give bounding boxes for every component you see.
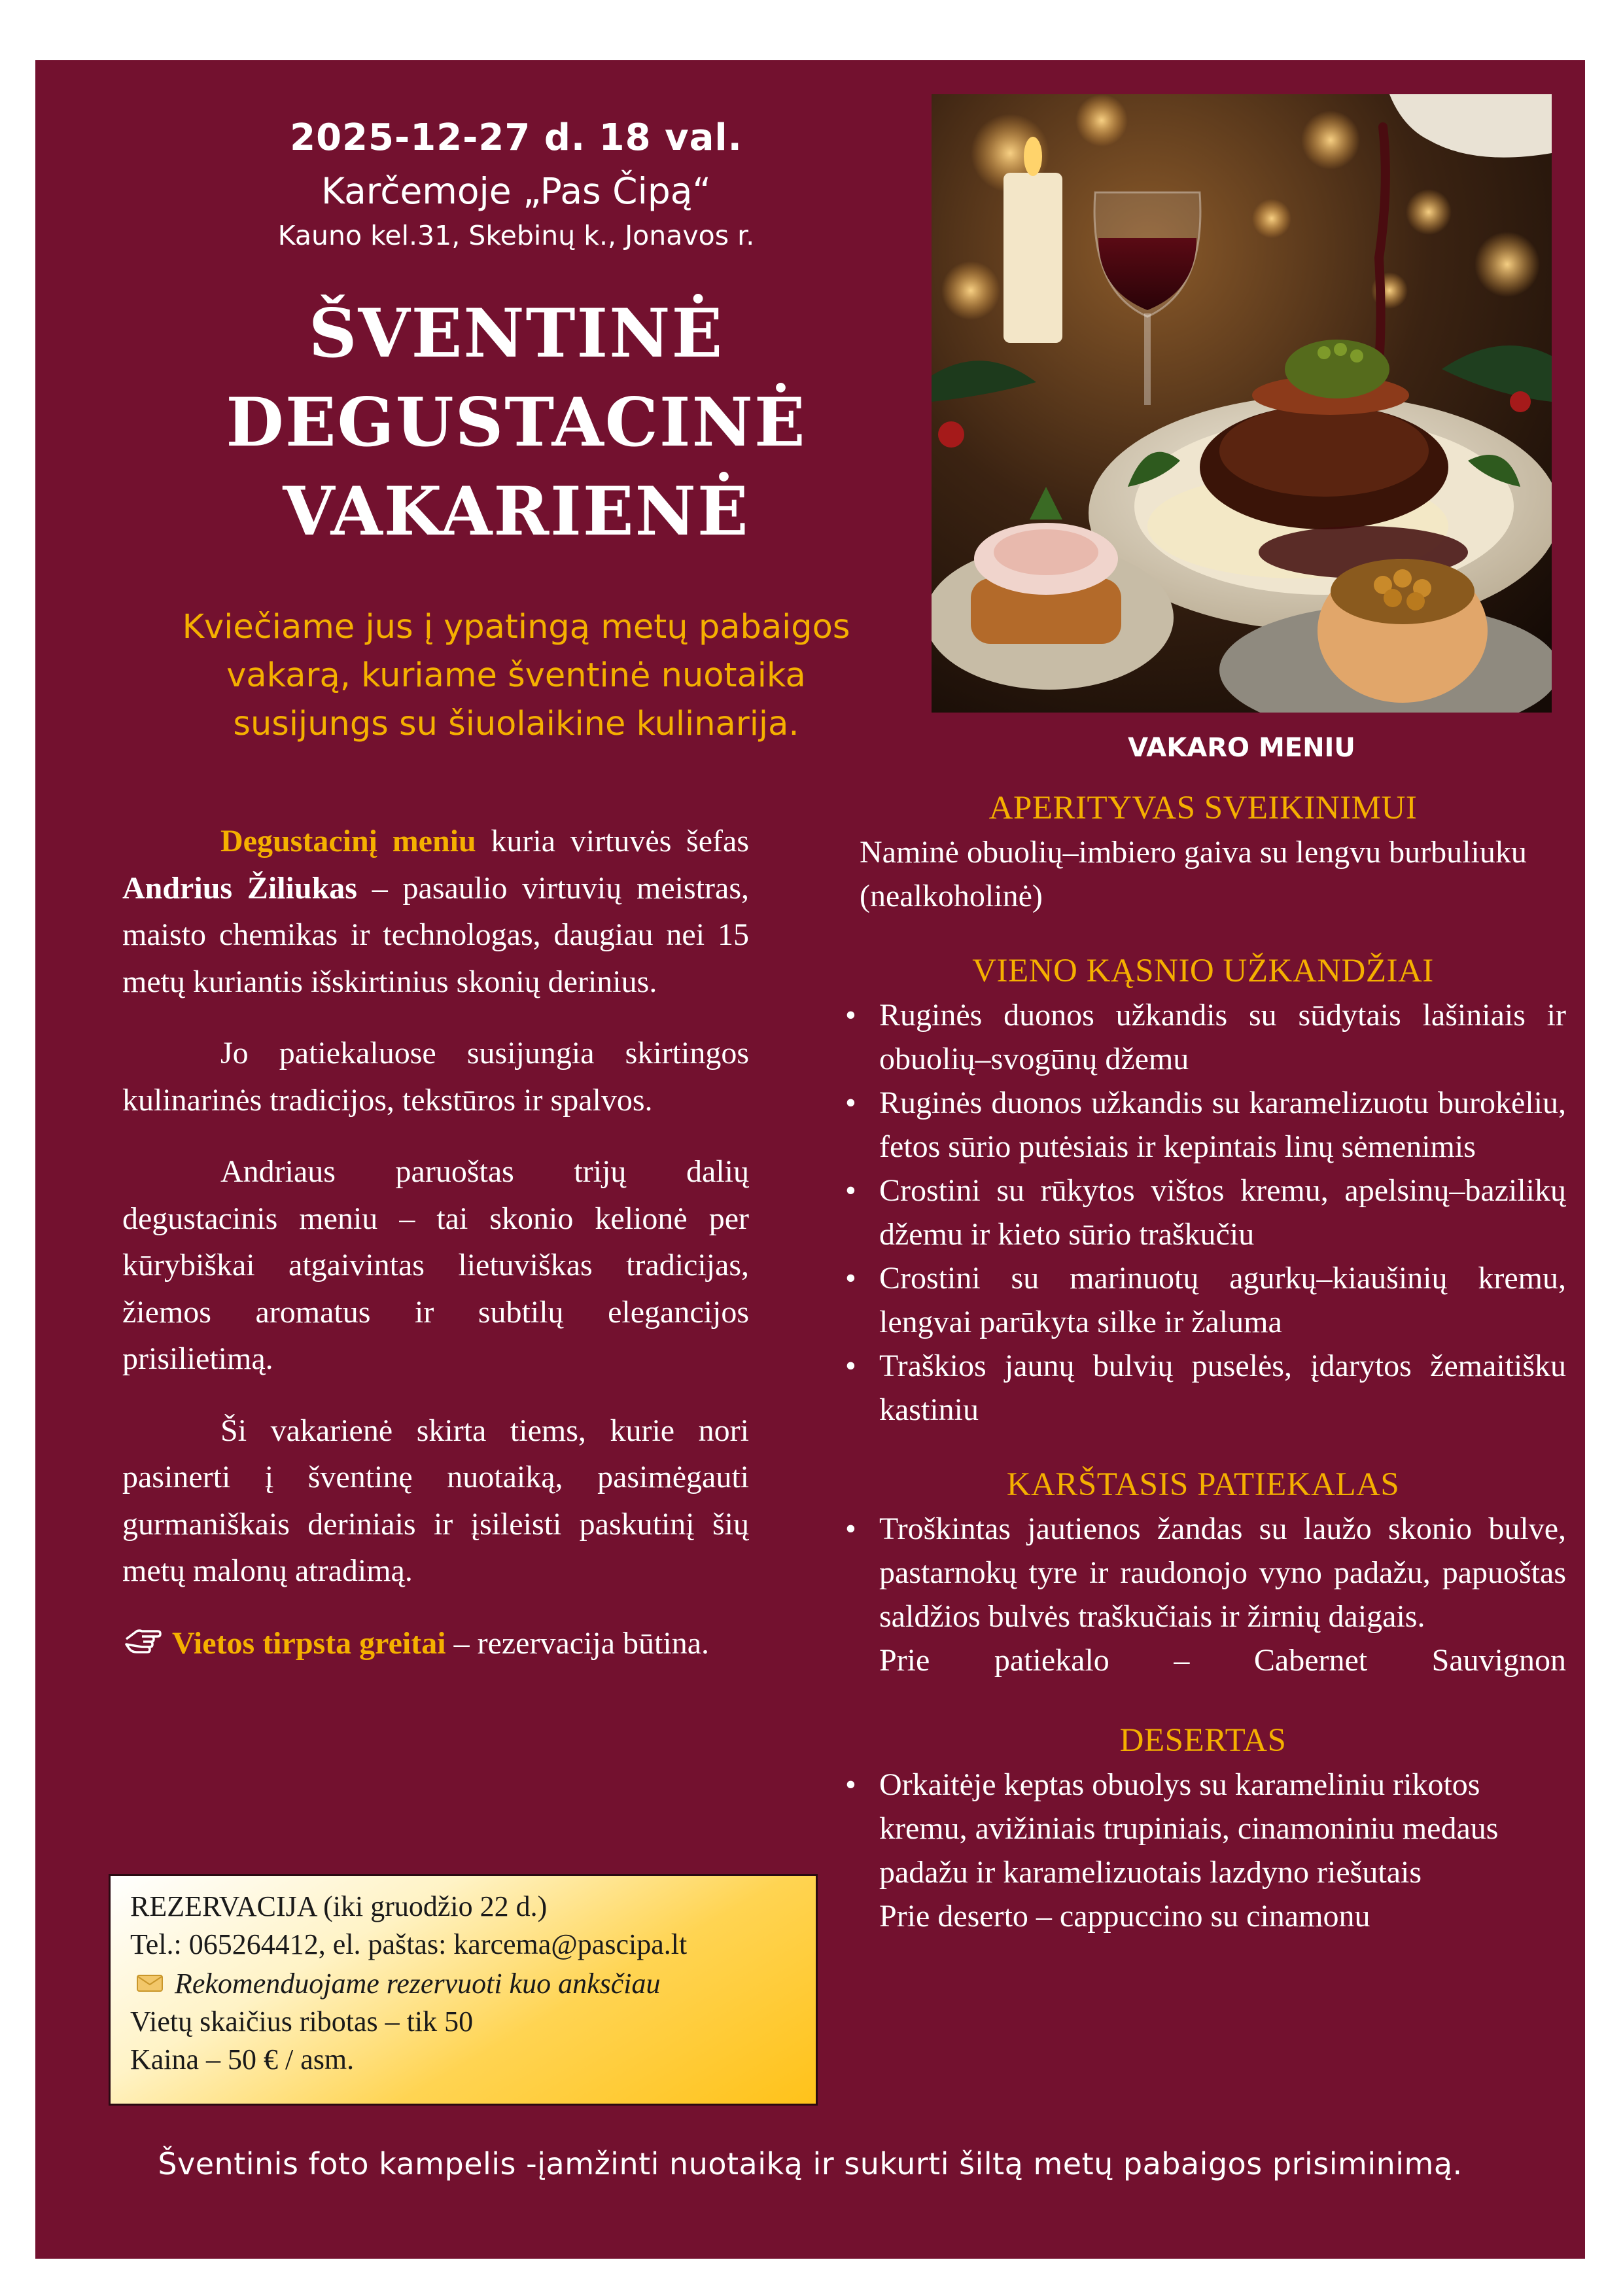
reservation-box: [109, 1874, 818, 2106]
title-line-1: ŠVENTINĖ: [308, 294, 724, 373]
chef-name: Andrius Žiliukas: [122, 870, 357, 906]
title-line-3: VAKARIENĖ: [283, 472, 750, 551]
main-course-list: [840, 1507, 1566, 1638]
starters-title: VIENO KĄSNIO UŽKANDŽIAI: [972, 953, 1434, 989]
intro-text-2: – pasaulio virtuvių meistras, maisto chemikas ir technologas, daugiau nei 15 metų kuriantis išskirtinius skonių derinius.: [122, 870, 749, 999]
food-photo: [932, 94, 1552, 713]
reservation-seats: Vietų skaičius ribotas – tik 50: [130, 2005, 474, 2038]
intro-paragraph-1: [122, 818, 749, 1005]
invite-line-1: Kviečiame jus į ypatingą metų pabaigos: [182, 608, 850, 646]
reservation-call-text: – rezervacija būtina.: [445, 1625, 710, 1661]
invite-line-3: susijungs su šiuolaikine kulinarija.: [233, 705, 799, 743]
intro-text-1: kuria virtuvės šefas: [476, 824, 750, 858]
dessert-list: [840, 1763, 1566, 1894]
dessert-pairing: Prie deserto – cappuccino su cinamonu: [879, 1899, 1370, 1934]
intro-paragraph-3: Andriaus paruoštas trijų dalių degustacinis meniu – tai skonio kelionė per kūrybiškai atgaivintas lietuviškas tradicijas, žiemos aromatus ir subtilų elegancijos prisilietimą.: [122, 1154, 749, 1376]
title-line-2: DEGUSTACINĖ: [226, 383, 807, 462]
menu-heading: VAKARO MENIU: [1128, 733, 1355, 763]
list-item: • Traškios jaunų bulvių puselės, įdarytos žemaitišku kastiniu: [840, 1344, 1566, 1432]
starters-list: [840, 993, 1566, 1432]
intro-paragraph-4: Ši vakarienė skirta tiems, kurie nori pasinerti į šventinę nuotaiką, pasimėgauti gurmaniškais deriniais ir įsileisti paskutinį šių metų malonų atradimą.: [122, 1413, 749, 1588]
list-item: • Troškintas jautienos žandas su laužo skonio bulve, pastarnokų tyre ir raudonojo vyno padažu, papuoštas saldžios bulvės traškučiais ir žirnių daigais.: [840, 1507, 1566, 1638]
list-item: • Crostini su marinuotų agurkų–kiaušinių kremu, lengvai parūkyta silke ir žaluma: [840, 1256, 1566, 1344]
invitation-text: [101, 603, 932, 749]
main-course-title: KARŠTASIS PATIEKALAS: [1006, 1466, 1400, 1503]
dessert-title: DESERTAS: [1119, 1722, 1287, 1759]
evening-menu: [840, 786, 1566, 1938]
list-item: • Orkaitėje keptas obuolys su karameliniu rikotos kremu, avižiniais trupiniais, cinamoniniu medaus padažu ir karamelizuotais lazdyno riešutais: [840, 1763, 1566, 1894]
reservation-recommendation: [130, 1964, 796, 2003]
event-date: 2025-12-27 d. 18 val.: [290, 116, 742, 159]
reservation-call-highlight: Vietos tirpsta greitai: [172, 1625, 446, 1661]
reservation-title: REZERVACIJA (iki gruodžio 22 d.): [130, 1890, 548, 1922]
event-address: Kauno kel.31, Skebinų k., Jonavos r.: [277, 220, 755, 251]
reservation-call: [122, 1619, 749, 1667]
envelope-icon: [137, 1964, 163, 1981]
list-item: • Ruginės duonos užkandis su karamelizuotu burokėliu, fetos sūrio putėsiais ir kepintais linų sėmenimis: [840, 1081, 1566, 1169]
reservation-price: Kaina – 50 € / asm.: [130, 2043, 355, 2075]
list-item: • Ruginės duonos užkandis su sūdytais lašiniais ir obuolių–svogūnų džemu: [840, 993, 1566, 1081]
list-item: • Crostini su rūkytos vištos kremu, apelsinų–bazilikų džemu ir kieto sūrio traškučiu: [840, 1169, 1566, 1256]
invite-line-2: vakarą, kuriame šventinė nuotaika: [226, 656, 806, 695]
intro-text: [122, 818, 749, 1691]
footer-note: Šventinis foto kampelis -įamžinti nuotaiką ir sukurti šiltą metų pabaigos prisiminimą.: [158, 2146, 1463, 2181]
main-course-pairing: Prie patiekalo – Cabernet Sauvignon: [879, 1643, 1566, 1678]
event-title: [101, 289, 932, 556]
aperitif-text: Naminė obuolių–imbiero gaiva su lengvu burbuliuku (nealkoholinė): [860, 835, 1527, 913]
poster-panel: [35, 60, 1585, 2259]
intro-highlight: Degustacinį meniu: [220, 824, 476, 858]
reservation-contacts: Tel.: 065264412, el. paštas: karcema@pascipa.lt: [130, 1928, 688, 1960]
pointing-hand-icon: [122, 1619, 163, 1660]
intro-paragraph-2: Jo patiekaluose susijungia skirtingos kulinarinės tradicijos, tekstūros ir spalvos.: [122, 1036, 749, 1118]
aperitif-title: APERITYVAS SVEIKINIMUI: [988, 790, 1418, 826]
event-venue: Karčemoje „Pas Čipą“: [321, 170, 711, 212]
reservation-recommendation-text: Rekomenduojame rezervuoti kuo anksčiau: [175, 1968, 661, 2000]
